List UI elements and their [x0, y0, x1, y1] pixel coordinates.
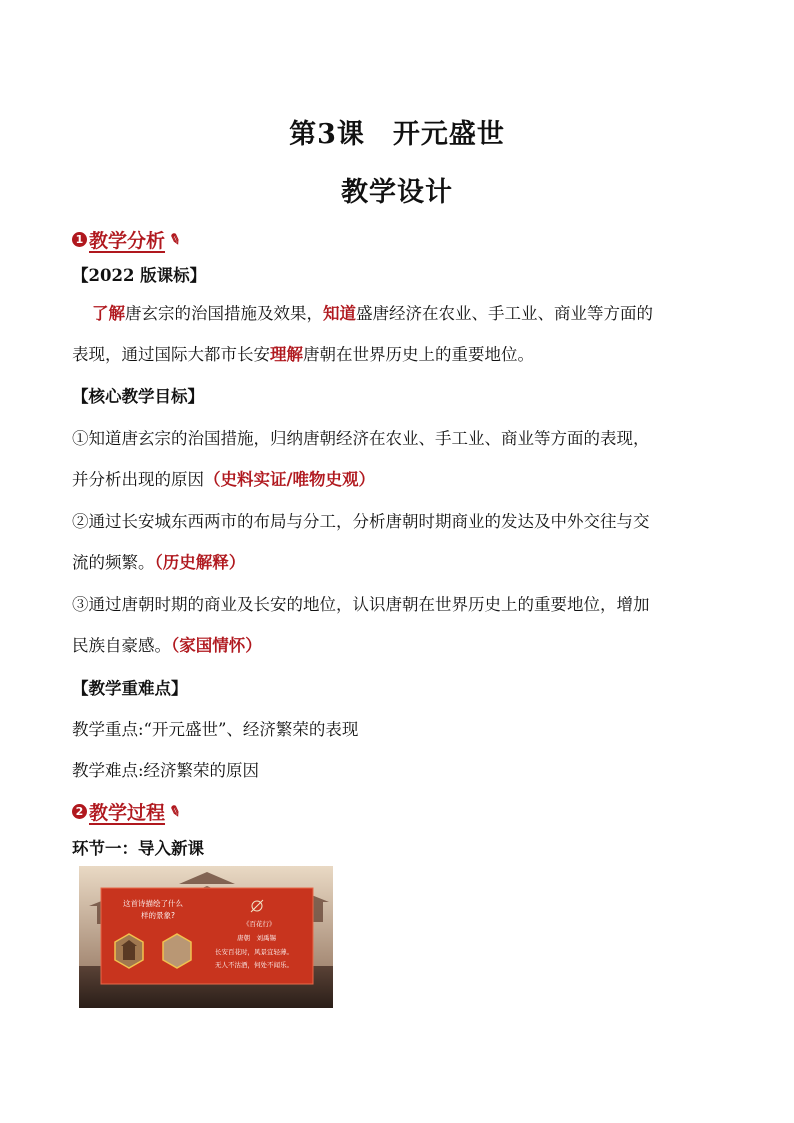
poem-author: 唐朝 刘禹锡	[237, 934, 276, 942]
text-span: 流的频繁。	[72, 553, 155, 572]
section-teaching-analysis	[72, 226, 184, 253]
text-span: 唐朝在世界历史上的重要地位。	[303, 345, 534, 364]
curriculum-line-1	[92, 300, 752, 324]
section-label: 教学分析	[89, 230, 166, 252]
section-teaching-process	[72, 798, 184, 825]
lesson-subtitle: 教学设计	[341, 177, 453, 208]
goal-2-tag: （历史解释）	[154, 553, 246, 572]
goal-1-line-2	[72, 466, 732, 490]
brush-icon: ✎	[166, 801, 184, 822]
poem-line-1: 长安百花时，风景宜轻薄。	[215, 948, 293, 956]
teaching-focus: 教学重点:“开元盛世”、经济繁荣的表现	[72, 720, 359, 739]
section-number-1: 1	[72, 232, 87, 247]
poem-line-2: 无人不沽酒，何处不闻乐。	[215, 961, 293, 969]
poem-title: 《百花行》	[243, 920, 276, 928]
text-span: 民族自豪感。	[72, 636, 171, 655]
keyword-comprehend: 理解	[270, 345, 303, 364]
slide-question-2: 样的景象?	[141, 911, 175, 920]
slide-image	[79, 866, 333, 1008]
text-span: 表现，通过国际大都市长安	[72, 345, 270, 364]
goal-3-tag: （家国情怀）	[171, 636, 262, 655]
goals-heading: 【核心教学目标】	[72, 387, 204, 406]
slide-illustration	[79, 866, 333, 1008]
curriculum-heading: 【2022 版课标】	[72, 266, 207, 285]
lesson-title: 第3课 开元盛世	[289, 119, 505, 150]
slide-question-1: 这首诗描绘了什么	[123, 899, 183, 908]
curriculum-line-2	[72, 341, 732, 365]
goal-2-line-2	[72, 549, 732, 573]
section-label: 教学过程	[89, 802, 166, 824]
goal-3-line-2	[72, 632, 732, 656]
teaching-difficulty: 教学难点:经济繁荣的原因	[72, 761, 260, 780]
brush-icon: ✎	[166, 229, 184, 250]
process-step-1: 环节一：导入新课	[72, 839, 204, 858]
goal-3-line-1: ③通过唐朝时期的商业及长安的地位，认识唐朝在世界历史上的重要地位，增加	[72, 595, 650, 614]
goal-1-tag: （史料实证/唯物史观）	[204, 470, 376, 489]
text-span: 唐玄宗的治国措施及效果，	[125, 304, 323, 323]
text-span: 并分析出现的原因	[72, 470, 204, 489]
goal-2-line-1: ②通过长安城东西两市的布局与分工，分析唐朝时期商业的发达及中外交往与交	[72, 512, 650, 531]
keyword-know: 知道	[323, 304, 356, 323]
keyword-understand: 了解	[92, 304, 125, 323]
section-number-2: 2	[72, 804, 87, 819]
text-span: 盛唐经济在农业、手工业、商业等方面的	[356, 304, 653, 323]
keypoints-heading: 【教学重难点】	[72, 679, 188, 698]
goal-1-line-1: ①知道唐玄宗的治国措施，归纳唐朝经济在农业、手工业、商业等方面的表现，	[72, 429, 650, 448]
